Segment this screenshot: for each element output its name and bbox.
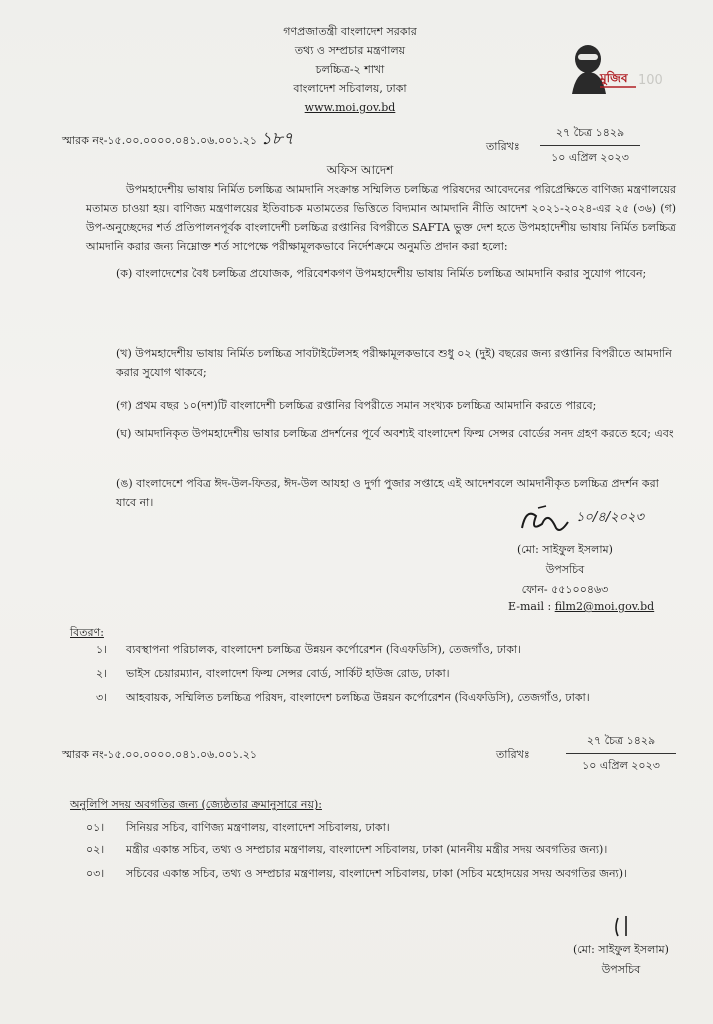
condition-kha: (খ) উপমহাদেশীয় ভাষায় নির্মিত চলচ্চিত্র সাবটাইটেলসহ পরীক্ষামূলকভাবে শুধু ০২ (দুই) বছরের জন্য রপ্তানির বিপরীতে আমদানি করার সুযোগ থাকবে; [116, 347, 672, 379]
copy-item: ০১। সিনিয়র সচিব, বাণিজ্য মন্ত্রণালয়, বাংলাদেশ সচিবালয়, ঢাকা। [86, 821, 390, 834]
website-link[interactable]: www.moi.gov.bd [304, 101, 396, 114]
document-title: অফিস আদেশ [326, 163, 394, 177]
logo-number: 100 [638, 73, 663, 88]
signatory2-designation: উপসচিব [601, 963, 641, 976]
date-bengali: ২৭ চৈত্র ১৪২৯ [540, 124, 640, 146]
condition-umo: (ঙ) বাংলাদেশে পবিত্র ঈদ-উল-ফিতর, ঈদ-উল আযহা ও দুর্গা পুজার সপ্তাহে এই আদেশবলে আমদানীকৃত চলচ্চিত্র প্রদর্শন করা যাবে না। [116, 477, 659, 509]
govt-name: গণপ্রজাতন্ত্রী বাংলাদেশ সরকার [283, 25, 417, 38]
memo-date [540, 124, 640, 168]
copies-list [86, 818, 686, 884]
memo2-date-label: তারিখঃ [496, 748, 530, 761]
letterhead [220, 22, 480, 117]
distribution-item: ২। ভাইস চেয়ারম্যান, বাংলাদেশ ফিল্ম সেন্সর বোর্ড, সার্কিট হাউজ রোড, ঢাকা। [96, 667, 450, 680]
copy-item: ০৩। সচিবের একান্ত সচিব, তথ্য ও সম্প্রচার মন্ত্রণালয়, বাংলাদেশ সচিবালয়, ঢাকা (সচিব মহোদয়ের সদয় অবগতির জন্য)। [86, 867, 627, 880]
distribution-list [96, 640, 676, 708]
date-label: তারিখঃ [486, 140, 520, 153]
signatory2-block [556, 940, 686, 980]
memo2-date-bengali: ২৭ চৈত্র ১৪২৯ [566, 732, 676, 754]
ministry-name: তথ্য ও সম্প্রচার মন্ত্রণালয় [294, 44, 406, 57]
main-paragraph: উপমহাদেশীয় ভাষায় নির্মিত চলচ্চিত্র আমদানি সংক্রান্ত সম্মিলিত চলচ্চিত্র পরিষদের আবেদনের পরিপ্রেক্ষিতে বাণিজ্য মন্ত্রণালয়ের মতামত চাওয়া হয়। বাণিজ্য মন্ত্রণালয়ের ইতিবাচক মতামতের ভিত্তিতে বিদ্যমান আমদানি নীতি আদেশ ২০২১-২০২৪-এর ২৫ (৩৬) (গ) উপ-অনুচ্ছেদের শর্ত প্রতিপালনপূর্বক বাংলাদেশী চলচ্চিত্র রপ্তানির বিপরীতে SAFTA ভুক্ত দেশ হতে উপমহাদেশীয় ভাষায় নির্মিত চলচ্চিত্র আমদানি করার জন্য নিম্নোক্ত শর্ত সাপেক্ষে পরীক্ষামূলকভাবে নির্দেশক্রমে অনুমতি প্রদান করা হলো: [86, 183, 676, 253]
distribution-item: ১। ব্যবস্থাপনা পরিচালক, বাংলাদেশ চলচ্চিত্র উন্নয়ন কর্পোরেশন (বিএফডিসি), তেজগাঁও, ঢাকা। [96, 643, 522, 656]
signature-date: ১০/৪/২০২৩ [576, 510, 644, 525]
memo-ref-number: স্মারক নং-১৫.০০.০০০০.০৪১.০৬.০০১.২১ ১৮৭ [62, 129, 294, 149]
memo2-ref-number: স্মারক নং-১৫.০০.০০০০.০৪১.০৬.০০১.২১ [62, 748, 258, 761]
date-english: ১০ এপ্রিল ২০২৩ [551, 151, 629, 164]
logo-text: মুজিব [600, 71, 628, 85]
distribution-item: ৩। আহবায়ক, সম্মিলিত চলচ্চিত্র পরিষদ, বাংলাদেশ চলচ্চিত্র উন্নয়ন কর্পোরেশন (বিএফডিসি), তেজগাঁও, ঢাকা। [96, 691, 590, 704]
copies-title: অনুলিপি সদয় অবগতির জন্য (জ্যেষ্ঠতার ক্রমানুসারে নয়): [70, 798, 322, 811]
condition-gha: (ঘ) আমদানিকৃত উপমহাদেশীয় ভাষার চলচ্চিত্র প্রদর্শনের পূর্বে অবশ্যই বাংলাদেশ ফিল্ম সেন্সর বোর্ডের সনদ গ্রহণ করতে হবে; এবং [116, 427, 674, 440]
condition-ga: (গ) প্রথম বছর ১০(দশ)টি বাংলাদেশী চলচ্চিত্র রপ্তানির বিপরীতে সমান সংখ্যক চলচ্চিত্র আমদানি করতে পারবে; [116, 399, 597, 412]
mujib-100-logo [566, 42, 664, 94]
office-address: বাংলাদেশ সচিবালয়, ঢাকা [293, 82, 407, 95]
distribution-title: বিতরণ: [70, 626, 104, 639]
section-name: চলচ্চিত্র-২ শাখা [315, 63, 385, 76]
memo2-date [566, 732, 676, 776]
signatory-phone: ফোন- ৫৫১০০৪৬৩ [521, 583, 609, 596]
handwritten-signature [516, 498, 696, 542]
signatory2-name: (মো: সাইফুল ইসলাম) [573, 943, 669, 956]
signatory-block [500, 540, 630, 600]
signatory-email: E-mail : film2@moi.gov.bd [508, 600, 655, 613]
condition-ka: (ক) বাংলাদেশের বৈধ চলচ্চিত্র প্রযোজক, পরিবেশকগণ উপমহাদেশীয় ভাষায় নির্মিত চলচ্চিত্র আমদানি করার সুযোগ পাবেন; [116, 267, 647, 280]
signatory-designation: উপসচিব [545, 563, 585, 576]
email-link[interactable]: film2@moi.gov.bd [554, 600, 655, 613]
signatory-name: (মো: সাইফুল ইসলাম) [517, 543, 613, 556]
copy-item: ০২। মন্ত্রীর একান্ত সচিব, তথ্য ও সম্প্রচার মন্ত্রণালয়, বাংলাদেশ সচিবালয়, ঢাকা (মাননীয় মন্ত্রীর সদয় অবগতির জন্য)। [86, 843, 608, 856]
handwritten-serial: ১৮৭ [260, 129, 294, 149]
memo2-date-english: ১০ এপ্রিল ২০২৩ [582, 759, 660, 772]
initial-signature [610, 914, 640, 940]
